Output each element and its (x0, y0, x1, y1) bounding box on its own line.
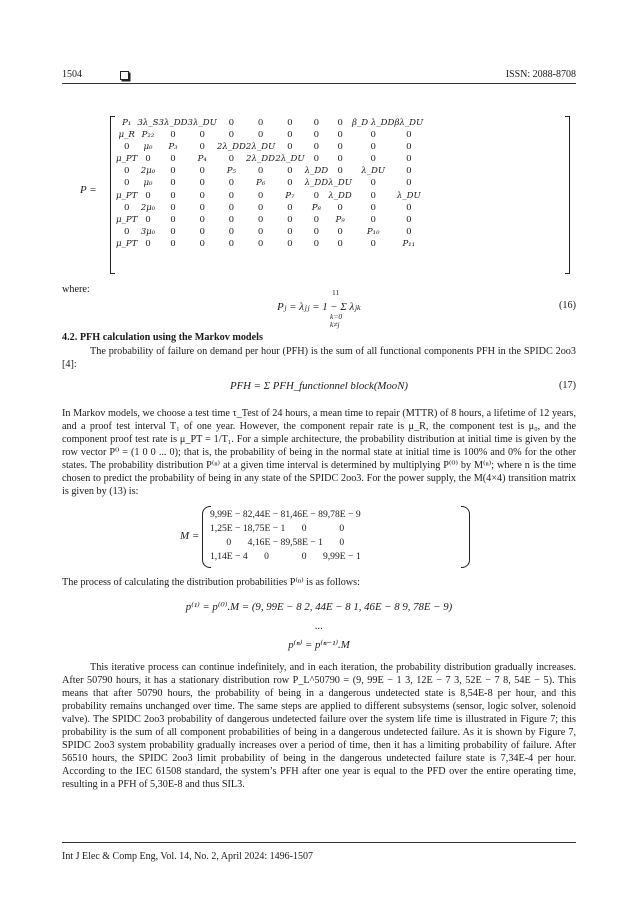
matrix-p (80, 116, 570, 274)
matrix-p-cell: 3λ_DU (187, 118, 217, 128)
matrix-p-row (116, 153, 423, 165)
matrix-m-row (210, 508, 361, 522)
matrix-p-row (116, 165, 423, 177)
matrix-p-cell: 0 (313, 130, 320, 141)
matrix-p-cell: 0 (257, 130, 264, 141)
matrix-m-table (210, 508, 361, 564)
right-bracket (565, 116, 570, 274)
matrix-p-cell: 0 (257, 118, 264, 128)
eq16-number: (16) (559, 300, 576, 311)
matrix-m-cell: 0 (301, 551, 307, 562)
matrix-p-cell: λ_DD (304, 166, 329, 177)
matrix-p-row (116, 238, 423, 250)
matrix-p-cell: 2λ_DD (216, 142, 246, 153)
matrix-p-cell: 0 (199, 166, 205, 177)
matrix-m-cell: 9,99E − 1 (322, 551, 361, 562)
matrix-m (180, 506, 470, 568)
matrix-p-cell: 0 (287, 214, 293, 225)
matrix-p-cell: 0 (287, 226, 293, 237)
matrix-p-cell: 0 (170, 166, 176, 177)
matrix-m-cell: 9,78E − 9 (322, 509, 361, 520)
matrix-p-cell: 0 (170, 154, 176, 165)
matrix-p-cell: 0 (228, 226, 235, 237)
matrix-p-cell: 0 (228, 190, 235, 201)
matrix-m-cell: 0 (264, 551, 269, 562)
matrix-p-cell: 0 (313, 118, 320, 128)
eq16-lower: k=0 (330, 312, 343, 321)
matrix-p-cell: P₉ (335, 214, 345, 225)
matrix-m-lhs: M = (180, 530, 200, 542)
eq17-number: (17) (559, 380, 576, 391)
matrix-p-cell: P₁ (122, 118, 132, 128)
matrix-p-cell: 0 (199, 214, 205, 225)
matrix-p-cell: 0 (199, 130, 205, 141)
matrix-p-cell: 0 (228, 118, 235, 128)
matrix-p-cell: μ₀ (143, 142, 153, 153)
matrix-p-cell: 0 (287, 166, 293, 177)
matrix-m-cell: 1,14E − 4 (210, 551, 248, 562)
matrix-p-cell: λ_DD (328, 190, 352, 201)
matrix-m-row (210, 536, 361, 550)
matrix-m-cell: 1,25E − 1 (210, 523, 248, 534)
box-icon (120, 71, 129, 80)
matrix-p-cell: μ_R (118, 130, 135, 141)
eq17-body: PFH = Σ PFH_functionnel block(MooN) (229, 380, 408, 392)
matrix-p-cell: P₅ (226, 166, 236, 177)
matrix-p-cell: 0 (370, 190, 376, 201)
matrix-m-row (210, 522, 361, 536)
matrix-p-cell: 0 (337, 226, 343, 237)
matrix-p-cell: 0 (257, 226, 264, 237)
matrix-p-cell: 0 (337, 118, 343, 128)
matrix-p-cell: 0 (287, 202, 293, 213)
equation-dots (62, 620, 576, 632)
matrix-p-cell: 0 (313, 154, 320, 165)
matrix-p-cell: 0 (228, 202, 235, 213)
matrix-p-cell: 0 (287, 130, 293, 141)
matrix-p-cell: 0 (145, 190, 151, 201)
matrix-p-cell: 0 (228, 130, 235, 141)
matrix-p-cell: 0 (313, 190, 320, 201)
matrix-p-cell: P₁₀ (366, 226, 380, 237)
matrix-p-cell: 0 (257, 238, 264, 249)
paragraph-1: The probability of failure on demand per hour (PFH) is the sum of all functional components PFH in the SPIDC 2oo3 [4]: (62, 346, 576, 370)
matrix-p-cell: 0 (170, 238, 176, 249)
matrix-p-cell: 0 (287, 178, 293, 189)
matrix-p-cell: 0 (145, 214, 151, 225)
matrix-p-cell: P₆ (255, 178, 266, 189)
matrix-p-cell: μ₀ (143, 178, 153, 189)
matrix-p-cell: 0 (199, 178, 205, 189)
matrix-m-cell: 9,99E − 8 (210, 509, 248, 520)
matrix-p-cell: 2λ_DU (275, 154, 305, 165)
matrix-p-cell: 0 (406, 154, 412, 165)
eq-dots-body: ... (314, 620, 324, 632)
matrix-p-cell: 0 (228, 238, 235, 249)
matrix-p-row (116, 190, 423, 202)
matrix-p-cell: 0 (199, 142, 205, 153)
matrix-p-cell: 0 (228, 154, 235, 165)
matrix-m-cell: 1,46E − 8 (285, 509, 323, 520)
eq-pn-body: p⁽ⁿ⁾ = p⁽ⁿ⁻¹⁾.M (288, 639, 350, 651)
matrix-p-cell: μ_PT (116, 190, 138, 201)
issn: ISSN: 2088-8708 (505, 69, 576, 80)
matrix-p-cell: 3λ_DD (158, 118, 188, 128)
matrix-p-row (116, 129, 423, 141)
eq16-lower2: k≠j (330, 320, 340, 329)
matrix-m-cell: 9,58E − 1 (285, 537, 323, 548)
matrix-p-cell: 0 (228, 178, 235, 189)
matrix-p-cell: λ_DU (396, 190, 421, 201)
matrix-p-cell: 0 (287, 142, 293, 153)
paragraph-3: The process of calculating the distribution probabilities P⁽ⁿ⁾ is as follows: (62, 577, 360, 588)
right-paren (461, 506, 470, 568)
matrix-p-cell: 0 (370, 142, 376, 153)
matrix-p-cell: P₄ (197, 154, 207, 165)
matrix-p-cell: 2μ₀ (140, 166, 156, 177)
matrix-p-cell: 0 (170, 214, 176, 225)
matrix-p-cell: 2μ₀ (140, 202, 156, 213)
matrix-p-cell: 0 (370, 178, 376, 189)
matrix-p-cell: P₇ (285, 190, 295, 201)
matrix-m-cell: 4,16E − 8 (247, 537, 286, 548)
matrix-p-cell: 0 (337, 130, 343, 141)
paragraph-2: In Markov models, we choose a test time τ_Test of 24 hours, a mean time to repair (MTTR) of 8 hours, a lifetime of 12 years, and a proof test interval T₁ of one year. However, the component repair rate is μ_R, the component test is μ₀, and the component proof test rate is μ_PT = 1/T₁. For a simple architecture, the probability distribution at initial time is given by the row vector P⁰ = (1 0 0 ... 0); that is, the probability of being in the normal state at initial time is 100% and 0% for the other states. The probability distribution P⁽ⁿ⁾ at a given time interval is determined by multiplying P⁽⁰⁾ by M⁽ⁿ⁾; where n is the time chosen to predict the probability of being in any state of the SPIDC 2oo3. For the power supply, the M(4×4) transition matrix is given by (13) is: (62, 408, 576, 497)
page-footer: Int J Elec & Comp Eng, Vol. 14, No. 2, April 2024: 1496-1507 (62, 842, 576, 862)
matrix-p-cell: 0 (406, 142, 412, 153)
matrix-p-cell: P₈ (311, 202, 321, 213)
matrix-p-cell: 0 (370, 238, 376, 249)
matrix-p-cell: λ_DU (328, 178, 353, 189)
matrix-p-cell: 0 (337, 166, 343, 177)
matrix-p-cell: 0 (145, 238, 151, 249)
matrix-p-row (116, 202, 423, 214)
matrix-m-cell: 0 (339, 537, 345, 548)
matrix-p-cell: 0 (199, 238, 205, 249)
matrix-p-cell: P₃ (168, 142, 178, 153)
matrix-p-row (116, 214, 423, 226)
matrix-p-row (116, 117, 423, 129)
matrix-p-cell: 0 (313, 238, 320, 249)
matrix-p-cell: 0 (370, 130, 376, 141)
matrix-p-cell: 0 (123, 178, 130, 189)
matrix-p-cell: 0 (123, 166, 130, 177)
matrix-m-cell: 8,75E − 1 (247, 523, 286, 534)
matrix-m-cell: 0 (301, 523, 307, 534)
page-number: 1504 (62, 69, 82, 80)
matrix-p-lhs: P = (80, 184, 97, 196)
matrix-p-cell: 0 (370, 202, 376, 213)
matrix-p-cell: 0 (313, 214, 320, 225)
equation-17 (62, 380, 576, 396)
matrix-p-cell: 0 (199, 190, 205, 201)
matrix-p-cell: 0 (257, 202, 264, 213)
matrix-p-cell: 0 (170, 226, 176, 237)
matrix-p-cell: 0 (287, 238, 293, 249)
matrix-p-cell: 0 (406, 226, 412, 237)
matrix-p-cell: μ_PT (116, 154, 138, 165)
matrix-p-cell: βλ_DU (394, 118, 424, 128)
matrix-p-cell: 0 (170, 178, 176, 189)
eq16-body: Pⱼ = λⱼⱼ = 1 − Σ λⱼₖ (277, 301, 361, 313)
matrix-p-cell: 0 (337, 142, 343, 153)
matrix-p-cell: 0 (199, 202, 205, 213)
matrix-p-cell: 0 (337, 238, 343, 249)
matrix-m-cell: 2,44E − 8 (247, 509, 286, 520)
matrix-p-cell: 0 (287, 118, 293, 128)
matrix-m-cell: 0 (226, 537, 232, 548)
matrix-p-cell: 0 (313, 142, 320, 153)
matrix-p-row (116, 141, 423, 153)
matrix-p-cell: 0 (170, 202, 176, 213)
matrix-p-cell: λ_DD (304, 178, 329, 189)
matrix-p-cell: 0 (370, 154, 376, 165)
matrix-p-cell: 0 (228, 214, 235, 225)
matrix-p-cell: 0 (406, 214, 412, 225)
eq16-upper: 11 (332, 288, 340, 297)
matrix-p-cell: 2λ_DD (246, 154, 276, 165)
matrix-p-cell: 0 (257, 166, 264, 177)
matrix-p-cell: P₁₁ (402, 238, 416, 249)
matrix-p-cell: 0 (123, 226, 130, 237)
matrix-p-cell: 0 (123, 142, 130, 153)
matrix-p-cell: 0 (199, 226, 205, 237)
matrix-p-table (116, 117, 423, 250)
matrix-p-cell: 0 (337, 154, 343, 165)
matrix-p-cell: 0 (370, 214, 376, 225)
matrix-p-cell: 0 (406, 178, 412, 189)
matrix-p-cell: P₂₂ (141, 130, 155, 141)
matrix-p-cell: λ_DU (361, 166, 386, 177)
matrix-m-row (210, 550, 361, 564)
matrix-p-cell: 0 (123, 202, 130, 213)
matrix-p-cell: μ_PT (116, 238, 138, 249)
matrix-p-cell: β_D λ_DD (352, 118, 395, 128)
matrix-p-cell: 0 (313, 226, 320, 237)
equation-pn (62, 638, 576, 652)
left-bracket (110, 116, 115, 274)
matrix-p-cell: 0 (257, 190, 264, 201)
matrix-p-row (116, 177, 423, 189)
eq-p1-body: p⁽¹⁾ = p⁽⁰⁾.M = (9, 99E − 8 2, 44E − 8 1, 46E − 8 9, 78E − 9) (185, 601, 453, 613)
matrix-p-cell: 0 (406, 202, 412, 213)
matrix-p-cell: 3μ₀ (140, 226, 156, 237)
section-title: 4.2. PFH calculation using the Markov models (62, 332, 263, 343)
equation-p1 (62, 600, 576, 614)
matrix-p-cell: 0 (257, 214, 264, 225)
matrix-p-cell: 0 (145, 154, 151, 165)
where-label: where: (62, 284, 90, 295)
matrix-p-cell: 0 (406, 166, 412, 177)
matrix-p-cell: 3λ_S (137, 118, 159, 128)
matrix-p-row (116, 226, 423, 238)
matrix-p-cell: 0 (170, 190, 176, 201)
matrix-p-cell: 2λ_DU (245, 142, 276, 153)
matrix-p-cell: μ_PT (116, 214, 138, 225)
page-header (62, 69, 576, 84)
matrix-m-cell: 0 (339, 523, 345, 534)
paragraph-4: This iterative process can continue indefinitely, and in each iteration, the probability distribution gradually increases. After 50790 hours, it has a stationary distribution row P_L^50790 = (9, 99E − 1 3, 12E − 7 3, 52E − 7 8, 54E − 5). This means that after 50790 hours, the probability of being in a dangerous undetected state is 8,54E-8 per hour, and this probability remains unchanged over time. The same steps are applied to different subsystems (sensor, logic solver, solenoid valve). The SPIDC 2oo3 probability of dangerous undetected failure over the system life time is illustrated in Figure 7; this probability is the sum of all component probabilities of being in a dangerous undetected failure. As it is shown by Figure 7, SPIDC 2oo3 system probability gradually increases over a period of time, then it has a limiting probability of failure. After 56510 hours, the SPIDC 2oo3 limit probability of being in the dangerous undetected failure state is 7,34E-4 per hour. According to the IEC 61508 standard, the system’s PFH after one year is equal to the PFD over the entire operating time, resulting in a PFH of 5,30E-8 and thus SIL3. (62, 662, 576, 790)
matrix-p-cell: 0 (170, 130, 176, 141)
matrix-p-cell: 0 (406, 130, 412, 141)
matrix-p-cell: 0 (337, 202, 343, 213)
